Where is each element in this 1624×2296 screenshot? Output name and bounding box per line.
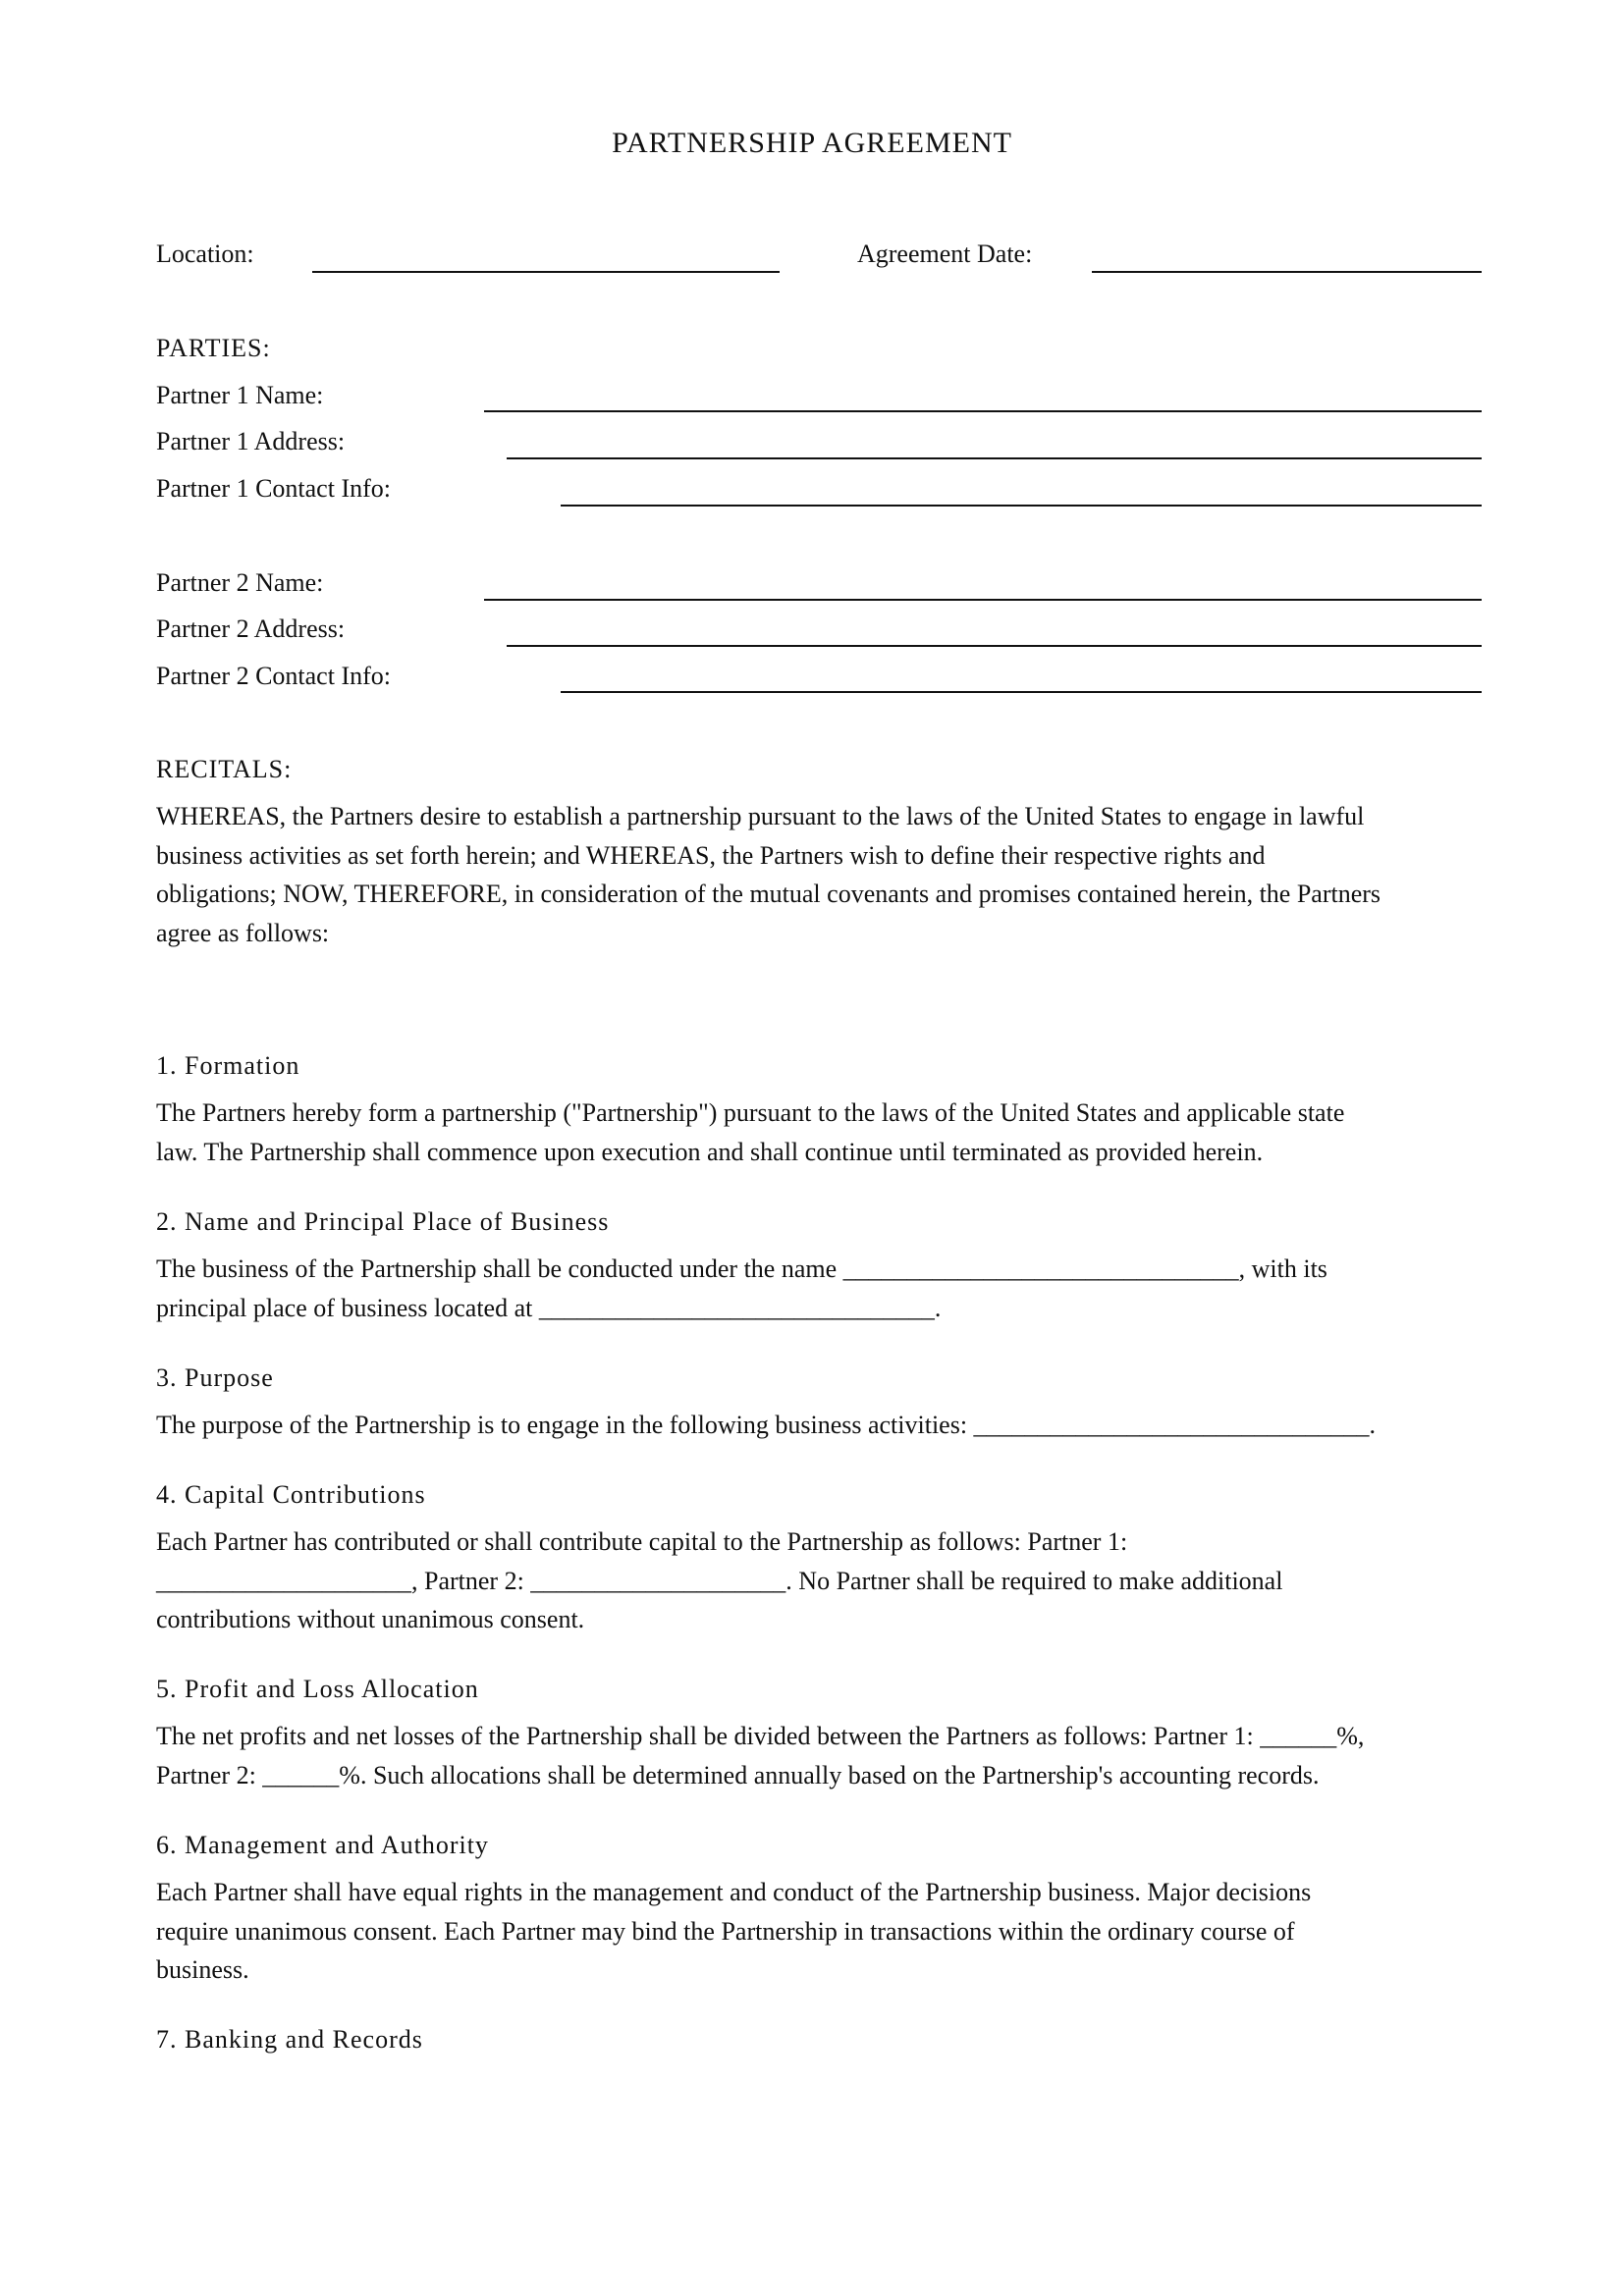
- section-heading: 6. Management and Authority: [156, 1831, 489, 1859]
- section-text: The business of the Partnership shall be conducted under the name _______________________________, with its principal place of business located at _______________________________.: [156, 1255, 1327, 1322]
- section-heading: 4. Capital Contributions: [156, 1480, 426, 1509]
- section-text: Each Partner has contributed or shall contribute capital to the Partnership as follows: Partner 1: ____________________, Partner 2: ____________________. No Partner shall be required to make additional contributions without unanimous consent.: [156, 1527, 1283, 1633]
- section-text: The Partners hereby form a partnership ("Partnership") pursuant to the laws of the United States and applicable state law. The Partnership shall commence upon execution and shall continue until terminated as provided herein.: [156, 1098, 1345, 1166]
- section-heading: 3. Purpose: [156, 1363, 274, 1392]
- location-field-line[interactable]: [312, 271, 780, 273]
- partner2-address-field-line[interactable]: [507, 645, 1482, 647]
- partner1-address-label: Partner 1 Address:: [156, 427, 346, 455]
- recitals-heading: RECITALS:: [156, 755, 293, 783]
- partner2-name-label: Partner 2 Name:: [156, 568, 324, 597]
- partner1-contact-label: Partner 1 Contact Info:: [156, 474, 391, 503]
- partner2-address-label: Partner 2 Address:: [156, 614, 346, 643]
- partner2-contact-field-line[interactable]: [561, 691, 1482, 693]
- recitals-text: WHEREAS, the Partners desire to establish a partnership pursuant to the laws of the United States to engage in lawful business activities as set forth herein; and WHEREAS, the Partners wish to define their respective rights and obligations; NOW, THEREFORE, in consideration of the mutual covenants and promises contained herein, the Partners agree as follows:: [156, 802, 1381, 947]
- section-text: The purpose of the Partnership is to engage in the following business activities: _______________________________.: [156, 1411, 1377, 1439]
- section-heading: 5. Profit and Loss Allocation: [156, 1675, 479, 1703]
- section-text: Each Partner shall have equal rights in the management and conduct of the Partnership business. Major decisions require unanimous consent. Each Partner may bind the Partnership in transactions within the ordinary course of business.: [156, 1878, 1312, 1984]
- location-label: Location:: [156, 240, 254, 268]
- partner1-name-field-line[interactable]: [484, 410, 1482, 412]
- section-text: The net profits and net losses of the Partnership shall be divided between the Partners as follows: Partner 1: ______%, Partner 2: ______%. Such allocations shall be determined annually based on the Partnership's accounting records.: [156, 1722, 1365, 1789]
- partner1-name-label: Partner 1 Name:: [156, 381, 324, 409]
- document-title: PARTNERSHIP AGREEMENT: [612, 127, 1012, 159]
- parties-heading: PARTIES:: [156, 334, 271, 362]
- partner1-address-field-line[interactable]: [507, 457, 1482, 459]
- agreement-date-label: Agreement Date:: [857, 240, 1033, 268]
- partner1-contact-field-line[interactable]: [561, 505, 1482, 507]
- section-heading: 1. Formation: [156, 1051, 300, 1080]
- partner2-name-field-line[interactable]: [484, 599, 1482, 601]
- partner2-contact-label: Partner 2 Contact Info:: [156, 662, 391, 690]
- agreement-date-field-line[interactable]: [1092, 271, 1482, 273]
- section-heading: 2. Name and Principal Place of Business: [156, 1207, 610, 1236]
- section-heading: 7. Banking and Records: [156, 2025, 423, 2054]
